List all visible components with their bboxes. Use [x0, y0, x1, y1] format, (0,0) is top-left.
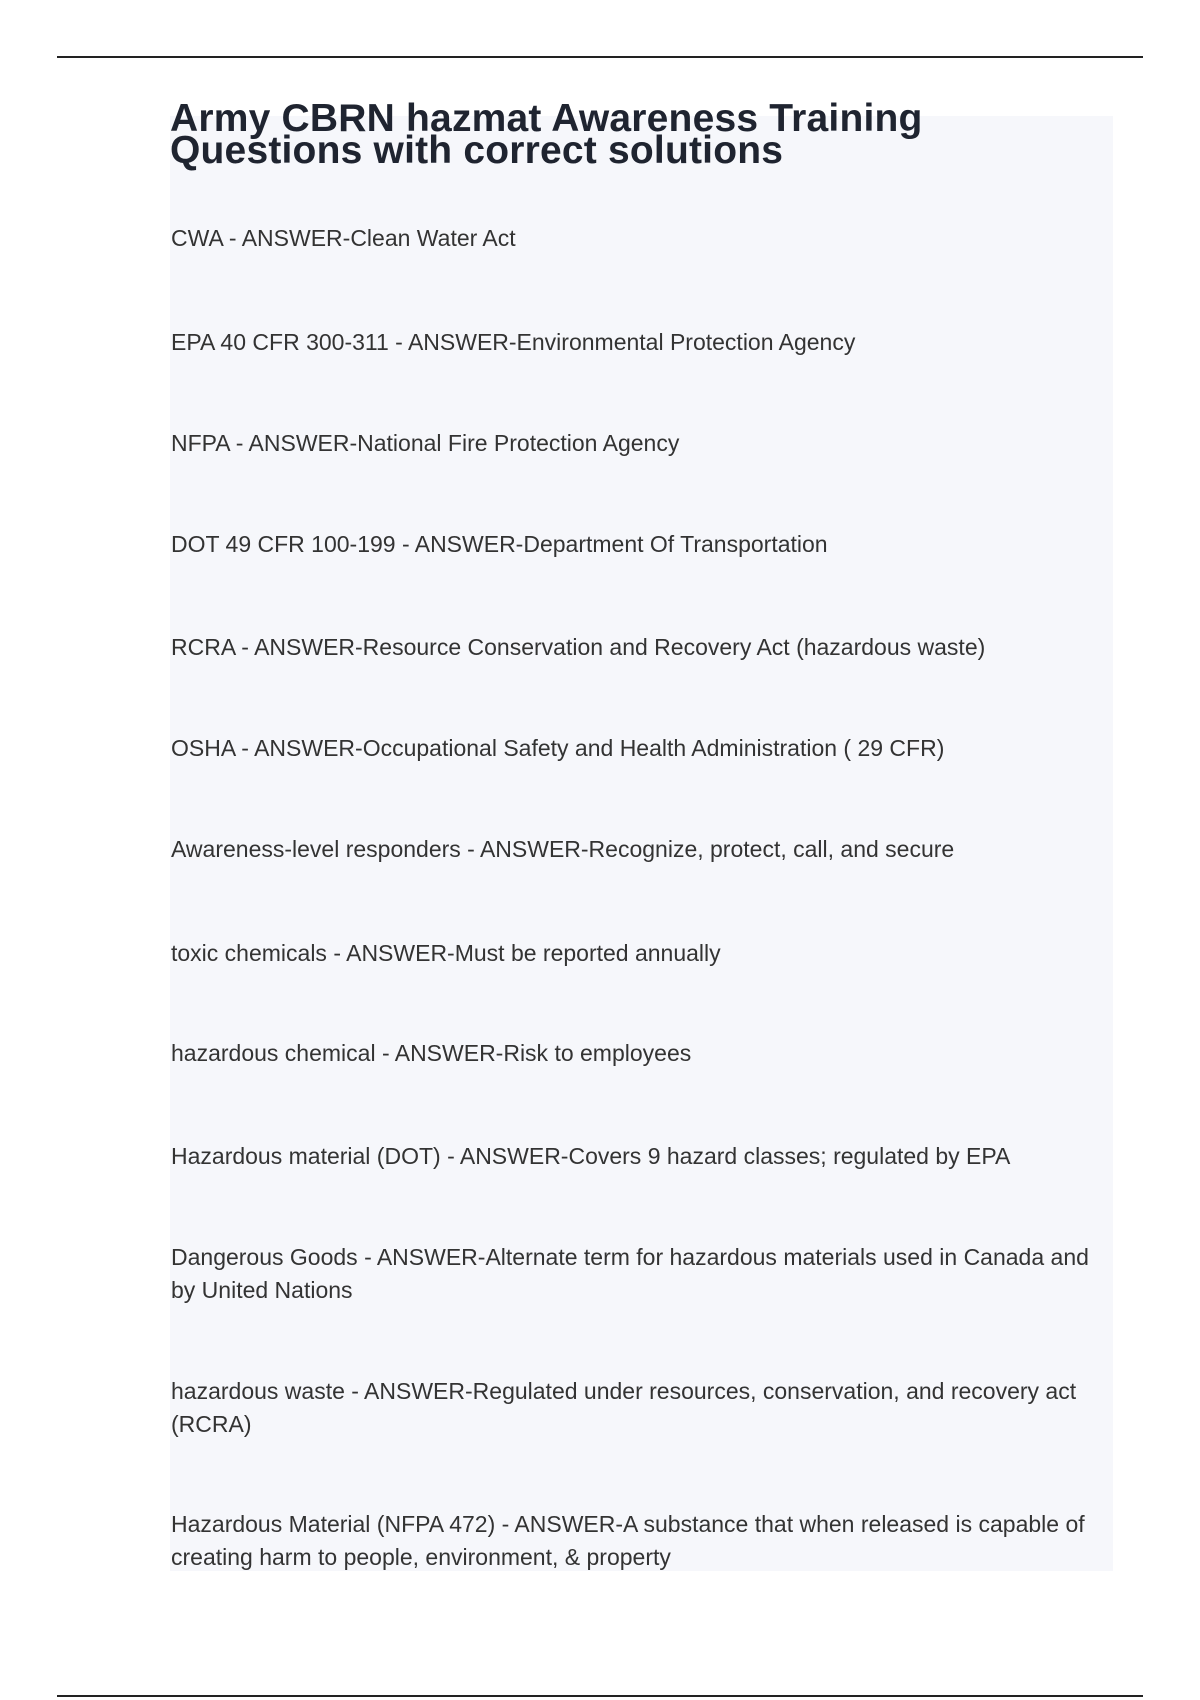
- qa-entry: CWA - ANSWER-Clean Water Act: [171, 225, 516, 251]
- title-line-1: Army CBRN hazmat Awareness Training: [170, 97, 923, 140]
- qa-entry: NFPA - ANSWER-National Fire Protection Agency: [171, 430, 680, 456]
- document-title: [170, 97, 1130, 172]
- qa-entry: EPA 40 CFR 300-311 - ANSWER-Environmental Protection Agency: [171, 329, 856, 355]
- qa-entry: hazardous waste - ANSWER-Regulated under resources, conservation, and recovery act (RCRA): [171, 1378, 1077, 1437]
- qa-entry: DOT 49 CFR 100-199 - ANSWER-Department Of Transportation: [171, 531, 828, 557]
- qa-entry: Hazardous Material (NFPA 472) - ANSWER-A substance that when released is capable of creating harm to people, environment, & property: [171, 1511, 1085, 1570]
- qa-entry: Awareness-level responders - ANSWER-Recognize, protect, call, and secure: [171, 836, 955, 862]
- qa-entry: toxic chemicals - ANSWER-Must be reported annually: [171, 940, 721, 966]
- bottom-rule: [57, 1695, 1143, 1697]
- qa-entry: OSHA - ANSWER-Occupational Safety and Health Administration ( 29 CFR): [171, 735, 945, 761]
- qa-entry: hazardous chemical - ANSWER-Risk to employees: [171, 1040, 692, 1066]
- top-rule: [57, 56, 1143, 58]
- qa-entry: Dangerous Goods - ANSWER-Alternate term for hazardous materials used in Canada and by United Nations: [171, 1244, 1089, 1303]
- title-line-2: Questions with correct solutions: [170, 129, 784, 172]
- qa-entry: Hazardous material (DOT) - ANSWER-Covers 9 hazard classes; regulated by EPA: [171, 1143, 1011, 1169]
- qa-entry: RCRA - ANSWER-Resource Conservation and Recovery Act (hazardous waste): [171, 634, 986, 660]
